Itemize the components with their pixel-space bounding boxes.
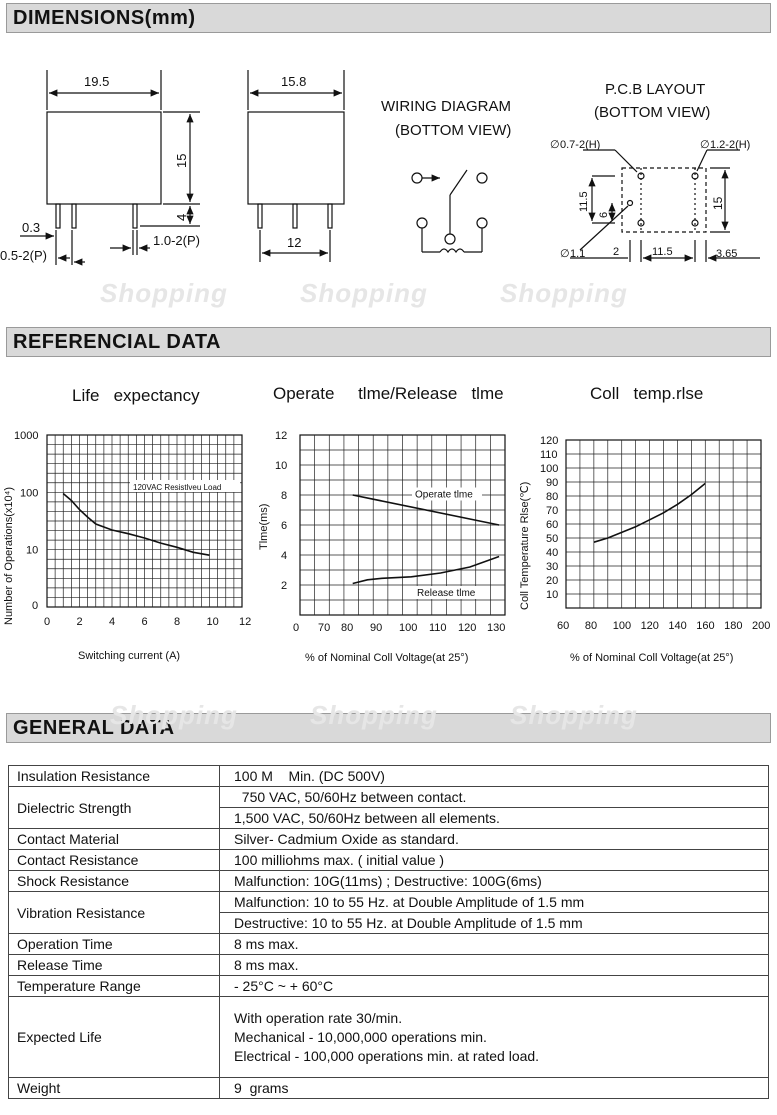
pcb-title: P.C.B LAYOUT	[605, 81, 706, 98]
table-row	[9, 871, 769, 892]
spec-label: Expected Life	[9, 997, 220, 1078]
y-tick-label: 0	[32, 600, 39, 612]
x-tick-label: 110	[429, 622, 447, 634]
relay-front-body	[47, 112, 161, 204]
spec-value: Malfunction: 10G(11ms) ; Destructive: 100G(6ms)	[220, 871, 769, 892]
watermark-logo	[510, 700, 638, 731]
x-tick-label: 60	[557, 620, 570, 632]
y-tick-label: 6	[281, 520, 288, 532]
table-row	[9, 1078, 769, 1099]
dim-pin-wide-left: 0.5-2(P)	[0, 248, 47, 263]
watermark-logo	[100, 278, 228, 309]
svg-text:∅: ∅	[700, 139, 710, 151]
watermark-text: Shopping	[100, 278, 228, 308]
title-word: expectancy	[113, 386, 200, 405]
spec-label: Shock Resistance	[9, 871, 220, 892]
pcb-dim-115-h: 11.5	[652, 246, 673, 258]
y-tick-label: 10	[546, 589, 559, 601]
pcb-hole-one: 1.1	[570, 248, 586, 260]
y-tick-label: 20	[546, 575, 559, 587]
y-tick-label: 8	[281, 490, 288, 502]
relay-side-body	[248, 112, 344, 204]
wiring-subtitle: (BOTTOM VIEW)	[395, 122, 512, 139]
title-word: temp.rlse	[633, 384, 704, 403]
pcb-hole-small: 0.7-2(H)	[560, 139, 601, 151]
spec-label: Contact Material	[9, 829, 220, 850]
y-tick-label: 2	[281, 580, 288, 592]
x-tick-label: 120	[640, 620, 659, 632]
chart-annotation: 120VAC Resistlveu Load	[133, 483, 222, 492]
x-tick-label: 100	[612, 620, 632, 632]
table-row	[9, 892, 769, 913]
dim-front-height: 15	[174, 153, 189, 168]
chart-life-expectancy	[0, 425, 260, 670]
table-row	[9, 976, 769, 997]
dim-side-width: 15.8	[281, 74, 307, 89]
table-row	[9, 787, 769, 808]
wiring-title: WIRING DIAGRAM	[381, 98, 511, 115]
watermark-text: Shopping	[500, 278, 628, 308]
x-tick-label: 70	[318, 622, 331, 634]
x-tick-label: 12	[239, 616, 252, 628]
series-label: Release tlme	[417, 588, 476, 599]
dim-side-pitch: 12	[287, 235, 302, 250]
x-tick-label: 90	[370, 622, 383, 634]
y-tick-label: 110	[540, 449, 558, 461]
pcb-outline	[622, 168, 706, 232]
x-tick-label: 130	[487, 622, 506, 634]
x-axis-label: Switching current (A)	[78, 650, 181, 662]
title-word: Coll	[590, 384, 620, 403]
title-word: tlme	[471, 384, 504, 403]
watermark-logo	[300, 278, 428, 309]
pcb-dim-2: 2	[613, 246, 620, 258]
table-row	[9, 766, 769, 787]
spec-value: 100 milliohms max. ( initial value )	[220, 850, 769, 871]
chart-operate-release	[255, 425, 515, 670]
section-title: DIMENSIONS(mm)	[13, 7, 196, 29]
y-tick-label: 30	[546, 561, 559, 573]
x-tick-label: 10	[206, 616, 219, 628]
x-tick-label: 6	[141, 616, 148, 628]
y-tick-label: 90	[546, 477, 559, 489]
y-axis-label: Tlme(ms)	[258, 503, 270, 550]
spec-label: Dielectric Strength	[9, 787, 220, 829]
title-word: tlme/Release	[358, 384, 458, 403]
y-axis-label: Coll Temperature Rlse(℃)	[519, 481, 531, 610]
title-word: Operate	[273, 384, 335, 403]
x-tick-label: 120	[458, 622, 477, 634]
dim-front-width: 19.5	[84, 74, 110, 89]
y-tick-label: 70	[546, 505, 559, 517]
spec-value: 100 M Min. (DC 500V)	[220, 766, 769, 787]
section-title: GENERAL DATA	[13, 717, 175, 739]
table-row	[9, 997, 769, 1078]
watermark-logo	[310, 700, 438, 731]
x-tick-label: 80	[584, 620, 598, 632]
x-tick-label: 8	[174, 616, 181, 628]
x-tick-label: 160	[696, 620, 715, 632]
y-tick-label: 10	[26, 544, 39, 557]
x-tick-label: 80	[341, 622, 354, 634]
chart-coil-temp	[510, 425, 777, 670]
spec-value: Silver- Cadmium Oxide as standard.	[220, 829, 769, 850]
watermark-text: Shopping	[110, 700, 238, 730]
y-tick-label: 1000	[14, 430, 39, 442]
watermark-text: Shopping	[310, 700, 438, 730]
spec-value: - 25°C ~ + 60°C	[220, 976, 769, 997]
y-tick-label: 50	[546, 533, 559, 545]
x-tick-label: 0	[293, 622, 300, 634]
watermark-logo	[500, 278, 628, 309]
spec-value: 1,500 VAC, 50/60Hz between all elements.	[220, 808, 769, 829]
x-tick-label: 4	[109, 616, 116, 628]
spec-value: 8 ms max.	[220, 934, 769, 955]
y-tick-label: 60	[546, 519, 559, 531]
spec-value: With operation rate 30/min. Mechanical - 10,000,000 operations min. Electrical - 100,000 operations min. at rated load.	[220, 997, 769, 1078]
spec-label: Temperature Range	[9, 976, 220, 997]
y-tick-label: 100	[20, 487, 39, 500]
dim-pin-thick: 0.3	[22, 220, 41, 235]
spec-label: Insulation Resistance	[9, 766, 220, 787]
x-tick-label: 140	[668, 620, 687, 632]
y-tick-label: 12	[275, 430, 288, 442]
spec-value: 9 grams	[220, 1078, 769, 1099]
x-tick-label: 180	[724, 620, 743, 632]
pcb-dim-115: 11.5	[578, 191, 590, 212]
table-row	[9, 934, 769, 955]
x-axis-label: % of Nominal Coll Voltage(at 25°)	[570, 652, 734, 664]
chart-title-coil	[590, 384, 703, 404]
y-tick-label: 100	[540, 463, 559, 475]
watermark-logo	[110, 700, 238, 731]
general-data-table	[8, 765, 769, 1099]
spec-label: Weight	[9, 1078, 220, 1099]
y-tick-label: 40	[546, 547, 559, 559]
spec-label: Vibration Resistance	[9, 892, 220, 934]
dimension-drawings	[0, 40, 777, 275]
dim-pin-wide-right: 1.0-2(P)	[153, 233, 200, 248]
pcb-dim-6: 6	[598, 211, 610, 218]
table-row	[9, 955, 769, 976]
table-row	[9, 850, 769, 871]
x-axis-label: % of Nominal Coll Voltage(at 25°)	[305, 652, 469, 664]
series-label: Operate tlme	[415, 489, 473, 501]
svg-text:∅: ∅	[560, 248, 570, 260]
title-word: Life	[72, 386, 100, 405]
dim-pin-height: 4	[174, 213, 189, 221]
x-tick-label: 0	[44, 616, 51, 628]
x-tick-label: 2	[76, 616, 83, 628]
spec-label: Release Time	[9, 955, 220, 976]
chart-title-operate	[273, 384, 504, 404]
pcb-dim-15: 15	[711, 196, 725, 210]
pcb-subtitle: (BOTTOM VIEW)	[594, 104, 711, 121]
y-tick-label: 80	[546, 491, 559, 503]
section-header-dimensions	[6, 3, 771, 33]
spec-value: Malfunction: 10 to 55 Hz. at Double Amplitude of 1.5 mm	[220, 892, 769, 913]
x-tick-label: 200	[752, 620, 771, 632]
pcb-dim-365: 3.65	[716, 248, 738, 260]
pcb-hole-large: 1.2-2(H)	[710, 139, 751, 151]
x-tick-label: 100	[399, 622, 418, 634]
watermark-text: Shopping	[510, 700, 638, 730]
spec-value: 8 ms max.	[220, 955, 769, 976]
watermark-text: Shopping	[300, 278, 428, 308]
section-title: REFERENCIAL DATA	[13, 331, 221, 353]
spec-value: 750 VAC, 50/60Hz between contact.	[220, 787, 769, 808]
svg-text:∅: ∅	[550, 139, 560, 151]
table-row	[9, 829, 769, 850]
y-tick-label: 4	[281, 550, 288, 562]
y-tick-label: 10	[275, 460, 288, 472]
spec-label: Operation Time	[9, 934, 220, 955]
chart-title-life	[72, 386, 200, 406]
spec-value: Destructive: 10 to 55 Hz. at Double Amplitude of 1.5 mm	[220, 913, 769, 934]
spec-label: Contact Resistance	[9, 850, 220, 871]
y-axis-label: Number of Operations(x10⁴)	[3, 486, 15, 625]
section-header-referencial	[6, 327, 771, 357]
y-tick-label: 120	[540, 435, 559, 447]
